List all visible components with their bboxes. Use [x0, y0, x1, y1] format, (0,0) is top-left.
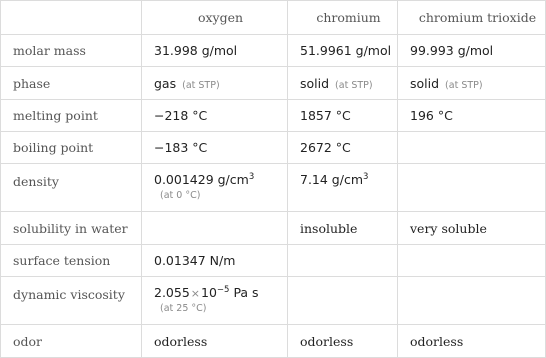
exponent: −5 — [216, 285, 230, 295]
cell-chromium-trioxide — [398, 67, 546, 100]
condition-note: (at STP) — [445, 79, 483, 91]
cell-oxygen: −183 °C — [142, 132, 288, 164]
cell-chromium: 1857 °C — [288, 100, 398, 132]
row-label: surface tension — [1, 245, 142, 277]
condition-note: (at STP) — [335, 79, 373, 91]
row-melting-point — [1, 100, 546, 132]
header-corner — [1, 1, 142, 35]
row-label: density — [1, 164, 142, 212]
cell-oxygen: odorless — [142, 325, 288, 358]
row-density — [1, 164, 546, 212]
cell-chromium: insoluble — [288, 212, 398, 245]
header-chromium: chromium — [288, 1, 398, 35]
value-text: solid — [300, 75, 330, 91]
times-sign: × — [190, 287, 201, 300]
row-label: odor — [1, 325, 142, 358]
exponent: 3 — [248, 172, 255, 182]
cell-chromium-trioxide: very soluble — [398, 212, 546, 245]
value-text: gas — [154, 75, 177, 91]
cell-chromium-trioxide: 99.993 g/mol — [398, 35, 546, 67]
row-surface-tension — [1, 245, 546, 277]
condition-note: (at STP) — [182, 79, 220, 91]
row-solubility-in-water — [1, 212, 546, 245]
value-text: 7.14 g/cm — [300, 172, 364, 187]
cell-chromium: 2672 °C — [288, 132, 398, 164]
row-odor — [1, 325, 546, 358]
row-label: phase — [1, 67, 142, 100]
row-molar-mass — [1, 35, 546, 67]
cell-chromium-trioxide: 196 °C — [398, 100, 546, 132]
condition-note: (at 25 °C) — [160, 303, 207, 314]
header-row — [1, 1, 546, 35]
cell-oxygen — [142, 67, 288, 100]
row-label: molar mass — [1, 35, 142, 67]
cell-chromium — [288, 277, 398, 325]
cell-oxygen — [142, 277, 288, 325]
cell-chromium-trioxide — [398, 277, 546, 325]
cell-chromium-trioxide — [398, 164, 546, 212]
row-dynamic-viscosity — [1, 277, 546, 325]
cell-chromium-trioxide — [398, 132, 546, 164]
cell-chromium: odorless — [288, 325, 398, 358]
row-label: solubility in water — [1, 212, 142, 245]
cell-oxygen — [142, 212, 288, 245]
cell-oxygen — [142, 164, 288, 212]
cell-oxygen: 31.998 g/mol — [142, 35, 288, 67]
value-text: 0.001429 g/cm — [154, 172, 249, 187]
value-text: solid — [410, 75, 440, 91]
exponent: 3 — [363, 172, 369, 182]
value-mantissa: 2.055 — [154, 285, 190, 300]
cell-chromium-trioxide: odorless — [398, 325, 546, 358]
row-label: dynamic viscosity — [1, 277, 142, 325]
cell-chromium — [288, 164, 398, 212]
cell-chromium: 51.9961 g/mol — [288, 35, 398, 67]
cell-oxygen: 0.01347 N/m — [142, 245, 288, 277]
condition-note: (at 0 °C) — [160, 190, 201, 201]
row-boiling-point — [1, 132, 546, 164]
value-unit: Pa s — [233, 285, 259, 300]
cell-chromium-trioxide — [398, 245, 546, 277]
header-oxygen: oxygen — [142, 1, 288, 35]
cell-chromium — [288, 67, 398, 100]
value-base: 10 — [201, 285, 217, 300]
row-phase — [1, 67, 546, 100]
header-chromium-trioxide: chromium trioxide — [398, 1, 546, 35]
row-label: melting point — [1, 100, 142, 132]
cell-oxygen: −218 °C — [142, 100, 288, 132]
cell-chromium — [288, 245, 398, 277]
row-label: boiling point — [1, 132, 142, 164]
